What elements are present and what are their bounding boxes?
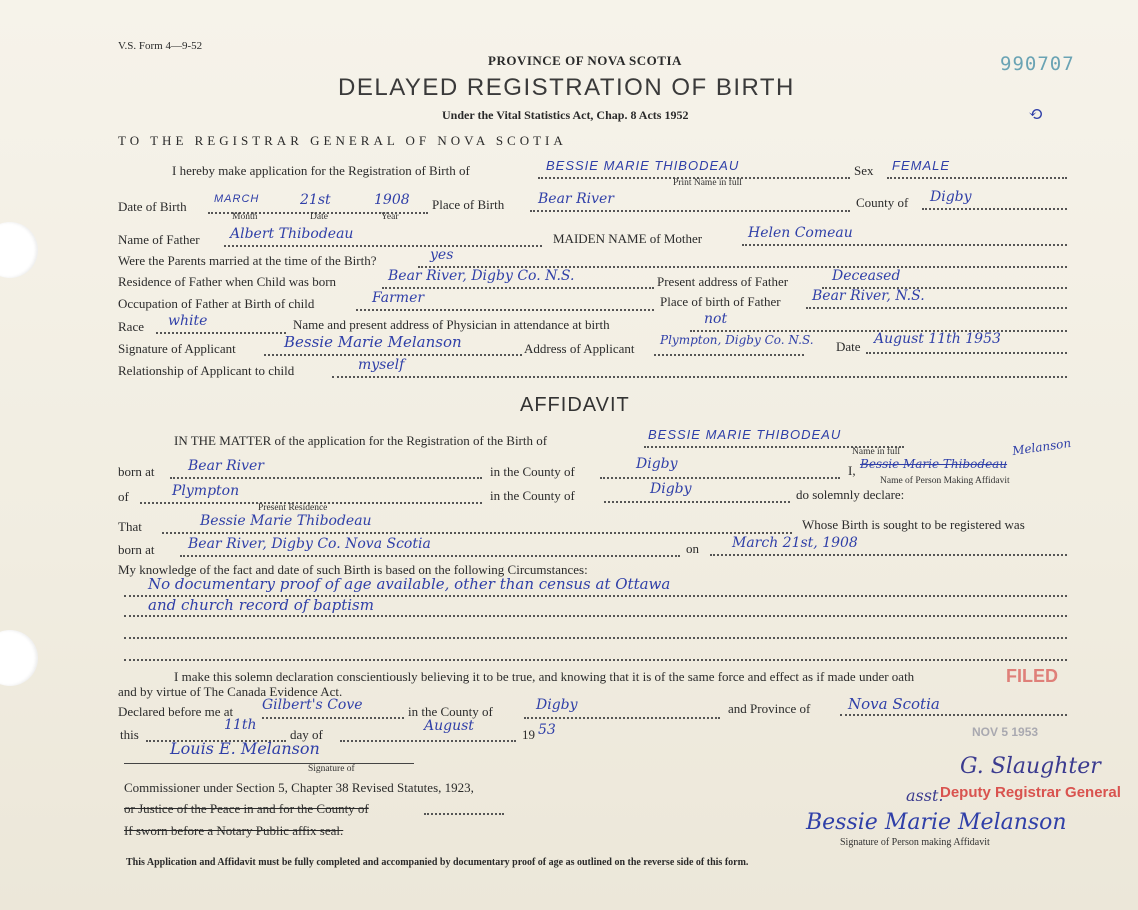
- deputy-registrar-stamp: Deputy Registrar General: [940, 784, 1121, 801]
- county-label: County of: [856, 195, 909, 210]
- affidavit-heading: AFFIDAVIT: [520, 394, 630, 416]
- matter-text: IN THE MATTER of the application for the Registration of the Birth of: [174, 433, 548, 448]
- form-title: DELAYED REGISTRATION OF BIRTH: [338, 74, 795, 101]
- father-field: Albert Thibodeau: [230, 226, 354, 242]
- filed-stamp: FILED: [1006, 666, 1058, 686]
- occupation-label: Occupation of Father at Birth of child: [118, 296, 315, 311]
- declared-at-field: Gilbert's Cove: [262, 697, 363, 713]
- affiant-correction: Melanson: [1011, 435, 1072, 459]
- form-number: V.S. Form 4—9-52: [118, 40, 203, 52]
- father-label: Name of Father: [118, 232, 200, 247]
- county2-field: Digby: [650, 481, 692, 497]
- pob-label: Place of Birth: [432, 197, 505, 212]
- date-field: August 11th 1953: [874, 331, 1001, 347]
- to-registrar-line: TO THE REGISTRAR GENERAL OF NOVA SCOTIA: [118, 133, 567, 148]
- day-of-label: day of: [290, 727, 323, 742]
- affidavit-child-name: BESSIE MARIE THIBODEAU: [648, 427, 842, 442]
- mother-label: MAIDEN NAME of Mother: [553, 231, 703, 246]
- footer-note: This Application and Affidavit must be fully completed and accompanied by documentary proof of age as outlined on the reverse side of this form.: [126, 857, 749, 868]
- declaration-line-1: I make this solemn declaration conscientiously believing it to be true, and knowing that it is of the same force and effect as if made under oath: [174, 669, 915, 684]
- application-intro: I hereby make application for the Registration of Birth of: [172, 163, 470, 178]
- residence-label: Residence of Father when Child was born: [118, 274, 337, 289]
- month-field: August: [424, 718, 474, 734]
- present-residence-caption: Present Residence: [258, 503, 328, 513]
- affiant-field: Bessie Marie Thibodeau: [860, 457, 1008, 471]
- year-caption: Year: [381, 212, 399, 222]
- county3-label: in the County of: [408, 704, 493, 719]
- declaration-line-2: and by virtue of The Canada Evidence Act.: [118, 684, 343, 699]
- occupation-field: Farmer: [372, 290, 425, 306]
- dob-year-field: 1908: [374, 192, 410, 208]
- justice-line: or Justice of the Peace in and for the County of: [124, 801, 369, 816]
- whose-birth-text: Whose Birth is sought to be registered was: [802, 517, 1025, 532]
- on-label: on: [686, 541, 699, 556]
- county-field: Digby: [930, 189, 972, 205]
- county-field-affidavit: Digby: [636, 456, 678, 472]
- relationship-label: Relationship of Applicant to child: [118, 363, 295, 378]
- race-label: Race: [118, 319, 144, 334]
- date-caption: Date: [310, 212, 328, 222]
- print-name-caption: Print Name in full: [673, 178, 742, 188]
- month-caption: Month: [232, 212, 258, 222]
- that-label: That: [118, 519, 142, 534]
- applicant-signature-caption: Signature of Person making Affidavit: [840, 837, 990, 848]
- province-field: Nova Scotia: [848, 695, 940, 713]
- county3-field: Digby: [536, 697, 578, 713]
- year-prefix: 19: [522, 727, 535, 742]
- father-pob-label: Place of birth of Father: [660, 294, 781, 309]
- declared-label: Declared before me at: [118, 704, 234, 719]
- year-suffix-field: 53: [538, 722, 556, 738]
- married-field: yes: [430, 247, 454, 263]
- of-label: of: [118, 489, 129, 504]
- act-subtitle: Under the Vital Statistics Act, Chap. 8 Acts 1952: [442, 108, 689, 122]
- in-county-label: in the County of: [490, 464, 575, 479]
- circumstance-line-1: No documentary proof of age available, other than census at Ottawa: [148, 575, 671, 593]
- address-label: Address of Applicant: [524, 341, 635, 356]
- commissioner-signature: Louis E. Melanson: [170, 739, 320, 758]
- pencil-mark: ⟲: [1028, 104, 1044, 125]
- child-name-field: BESSIE MARIE THIBODEAU: [546, 158, 740, 173]
- present-address-label: Present address of Father: [657, 274, 789, 289]
- physician-label: Name and present address of Physician in attendance at birth: [293, 317, 610, 332]
- present-address-field: Deceased: [832, 268, 901, 284]
- signature-caption: Signature of: [308, 764, 355, 774]
- commissioner-line: Commissioner under Section 5, Chapter 38 Revised Statutes, 1923,: [124, 780, 474, 795]
- address-field: Plympton, Digby Co. N.S.: [660, 333, 814, 347]
- province-heading: PROVINCE OF NOVA SCOTIA: [488, 53, 682, 68]
- date-label: Date: [836, 339, 861, 354]
- physician-field: not: [704, 311, 728, 327]
- dob-day-field: 21st: [300, 192, 331, 208]
- that-name-field: Bessie Marie Thibodeau: [200, 513, 372, 529]
- born-at2-label: born at: [118, 542, 155, 557]
- serial-number: 990707: [1000, 53, 1075, 75]
- circumstance-line-2: and church record of baptism: [148, 596, 374, 614]
- mother-field: Helen Comeau: [748, 225, 853, 241]
- applicant-signature: Bessie Marie Melanson: [284, 333, 462, 351]
- born-at-label: born at: [118, 464, 155, 479]
- born-at-field: Bear River: [188, 458, 264, 474]
- date-stamp: NOV 5 1953: [972, 725, 1039, 739]
- father-pob-field: Bear River, N.S.: [812, 288, 925, 304]
- signature-label: Signature of Applicant: [118, 341, 236, 356]
- dob-month-field: MARCH: [214, 193, 260, 205]
- race-field: white: [168, 313, 208, 329]
- punch-hole: [0, 630, 38, 686]
- this-day-field: 11th: [224, 717, 257, 733]
- name-in-full-caption: Name in full: [852, 447, 901, 457]
- punch-hole: [0, 222, 38, 278]
- in-county-label-2: in the County of: [490, 488, 575, 503]
- sex-label: Sex: [854, 163, 874, 178]
- declare-label: do solemnly declare:: [796, 487, 905, 502]
- residence-field: Bear River, Digby Co. N.S.: [388, 268, 575, 284]
- sex-field: FEMALE: [892, 158, 951, 173]
- asst-mark: asst.: [906, 786, 944, 805]
- born-at2-field: Bear River, Digby Co. Nova Scotia: [188, 536, 431, 552]
- affiant-caption: Name of Person Making Affidavit: [880, 476, 1010, 486]
- married-label: Were the Parents married at the time of the Birth?: [118, 253, 377, 268]
- province-label: and Province of: [728, 701, 811, 716]
- registrar-signature: G. Slaughter: [960, 754, 1101, 779]
- notary-line: If sworn before a Notary Public affix seal.: [124, 823, 344, 838]
- knowledge-text: My knowledge of the fact and date of such Birth is based on the following Circumstances:: [118, 562, 588, 577]
- on-date-field: March 21st, 1908: [732, 535, 858, 551]
- i-label: I,: [848, 463, 856, 478]
- dob-label: Date of Birth: [118, 199, 187, 214]
- relationship-field: myself: [358, 357, 405, 373]
- applicant-signature-bottom: Bessie Marie Melanson: [806, 810, 1067, 835]
- pob-field: Bear River: [538, 191, 614, 207]
- this-label: this: [120, 727, 139, 742]
- of-residence-field: Plympton: [172, 483, 240, 499]
